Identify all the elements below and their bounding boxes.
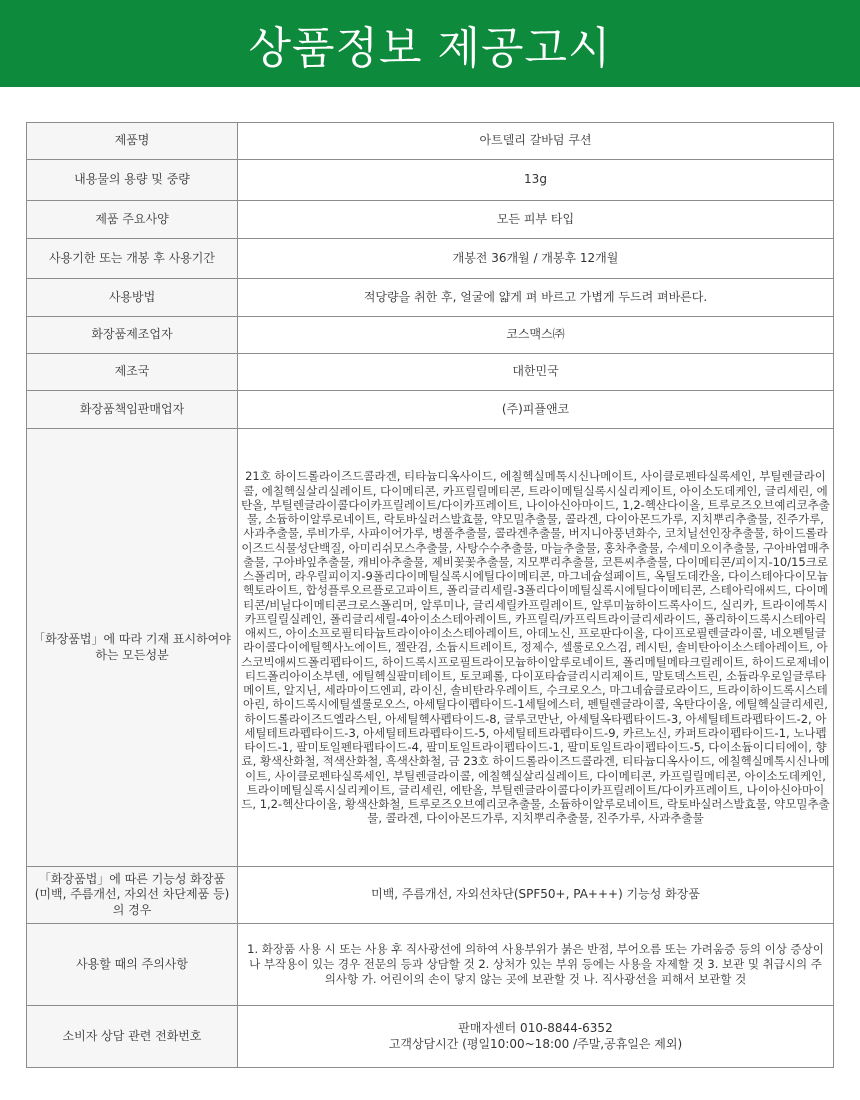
row-label-specs: 제품 주요사양 xyxy=(27,201,238,239)
table-row xyxy=(27,867,834,924)
row-label-expiry: 사용기한 또는 개봉 후 사용기간 xyxy=(27,239,238,279)
table-row xyxy=(27,391,834,429)
row-value-specs: 모든 피부 타입 xyxy=(238,201,834,239)
row-value-functional: 미백, 주름개선, 자외선차단(SPF50+, PA+++) 기능성 화장품 xyxy=(238,867,834,924)
row-value-product-name: 아트델리 갈바덤 쿠션 xyxy=(238,123,834,160)
contact-phone: 판매자센터 010-8844-6352 xyxy=(458,1020,613,1035)
row-value-seller: (주)피플앤코 xyxy=(238,391,834,429)
row-label-product-name: 제품명 xyxy=(27,123,238,160)
table-row xyxy=(27,160,834,201)
product-info-table xyxy=(26,122,834,1068)
row-label-manufacturer: 화장품제조업자 xyxy=(27,317,238,354)
table-row xyxy=(27,123,834,160)
row-label-ingredients: 「화장품법」에 따라 기재 표시하여야 하는 모든성분 xyxy=(27,429,238,867)
page-title: 상품정보 제공고시 xyxy=(248,22,612,74)
table-row xyxy=(27,924,834,1006)
table-row xyxy=(27,201,834,239)
contact-hours: 고객상담시간 (평일10:00~18:00 /주말,공휴일은 제외) xyxy=(388,1036,683,1051)
row-value-usage: 적당량을 취한 후, 얼굴에 얇게 펴 바르고 가볍게 두드려 펴바른다. xyxy=(238,279,834,317)
table-row xyxy=(27,239,834,279)
table-row xyxy=(27,354,834,391)
row-value-caution: 1. 화장품 사용 시 또는 사용 후 직사광선에 의하여 사용부위가 붉은 반점, 부어오름 또는 가려움증 등의 이상 증상이나 부작용이 있는 경우 전문의 등과 상담할 것 2. 상처가 있는 부위 등에는 사용을 자제할 것 3. 보관 및 취급시의 주의사항 가. 어린이의 손이 닿지 않는 곳에 보관할 것 나. 직사광선을 피해서 보관할 것 xyxy=(238,924,834,1006)
row-label-contact: 소비자 상담 관련 전화번호 xyxy=(27,1006,238,1068)
row-value-volume: 13g xyxy=(238,160,834,201)
table-row xyxy=(27,317,834,354)
row-label-functional: 「화장품법」에 따른 기능성 화장품(미백, 주름개선, 자외선 차단제품 등)의 경우 xyxy=(27,867,238,924)
row-label-usage: 사용방법 xyxy=(27,279,238,317)
table-row xyxy=(27,1006,834,1068)
table-row xyxy=(27,279,834,317)
row-label-country: 제조국 xyxy=(27,354,238,391)
row-label-caution: 사용할 때의 주의사항 xyxy=(27,924,238,1006)
row-label-seller: 화장품책임판매업자 xyxy=(27,391,238,429)
row-value-ingredients: 21호 하이드롤라이즈드콜라겐, 티타늄디옥사이드, 에칠헥실메톡시신나메이트, 사이클로펜타실록세인, 부틸렌글라이콜, 에칠헥실살리실레이트, 다이메티콘, 카프릴릴메티콘, 트라이메틸실록시실리케이트, 아이소도데케인, 글리세린, 에탄올, 부틸렌글라이콜다이카프릴레이트/다이카프레이트, 나이아신아마이드, 1,2-헥산다이올, 트루로즈오브예리코추출물, 소듐하이알루로네이트, 락토바실러스발효물, 약모밀추출물, 콜라겐, 다이아몬드가루, 지치뿌리추출물, 진주가루, 사과추출물, 루비가루, 사파이어가루, 병풀추출물, 콜라겐추출물, 버지니아풍년화수, 코치닐선인장추출물, 하이드롤라이즈드식물성단백질, 아미리쉬모스추출물, 사탕수수추출물, 마늘추출물, 홍차추출물, 수세미오이추출물, 구아바엽매추출물, 구아바잎추출물, 캐비아추출물, 제비꽃꽃추출물, 지모뿌리추출물, 코튼씨추출물, 다이메티콘/피이지-10/15크로스폴리머, 라우릴피이지-9폴리다이메틸실록시에틸다이메티콘, 마그네슘설페이트, 옥틸도데칸올, 다이스테아다이모늄헥토라이트, 합성플루오르플로고파이트, 폴리글리세릴-3폴리다이메틸실록시에틸다이메티콘, 스테아릭애씨드, 다이메티콘/비닐다이메티콘크로스폴리머, 알루미나, 글리세릴카프릴레이트, 알루미늄하이드록사이드, 실리카, 트라이에톡시카프릴릴실레인, 폴리글리세릴-4아이소스테아레이트, 카프릴릭/카프릭트라이글리세라이드, 폴리하이드록시스테아릭애씨드, 아이소프로필티타늄트라이아이소스테아레이트, 아데노신, 프로판다이올, 다이프로필렌글라이콜, 네오펜틸글라이콜다이에틸헥사노에이트, 젤란검, 소듐시트레이트, 정제수, 셀룰로오스검, 레시틴, 솔비탄아이소스테아레이트, 아스코빅애씨드폴리펩타이드, 하이드록시프로필트라이모늄하이알루로네이트, 폴리메틸메타크릴레이트, 하이드로제네이티드폴리아이소부텐, 에틸헥실팔미테이트, 토코페롤, 다이포타슘글리시리제이트, 말토덱스트린, 소듐라우로일글루타메이트, 알지닌, 세라마이드엔피, 라이신, 솔비탄라우레이트, 수크로오스, 마그네슘클로라이드, 트라이하이드록시스테아린, 하이드록시에틸셀룰로오스, 아세틸다이펩타이드-1세틸에스터, 펜틸렌글라이콜, 옥탄다이올, 에틸헥실글리세린, 하이드롤라이즈드엘라스틴, 아세틸헥사펩타이드-8, 글루코만난, 아세틸옥타펩타이드-3, 아세틸테트라펩타이드-2, 아세틸테트라펩타이드-3, 아세틸테트라펩타이드-5, 아세틸테트라펩타이드-9, 카르노신, 카퍼트라이펩타이드-1, 노나펩타이드-1, 팔미토일펜타펩타이드-4, 팔미토일트라이펩타이드-1, 팔미토일트라이펩타이드-5, 다이소듐이디티에이, 향료, 황색산화철, 적색산화철, 흑색산화철, 금 23호 하이드롤라이즈드콜라겐, 티타늄디옥사이드, 에칠헥실메톡시신나메이트, 사이클로펜타실록세인, 부틸렌글라이콜, 에칠헥실살리실레이트, 다이메티콘, 카프릴릴메티콘, 아이소도데케인, 트라이메틸실록시실리케이트, 글리세린, 에탄올, 부틸렌글라이콜다이카프릴레이트/다이카프레이트, 나이아신아마이드, 1,2-헥산다이올, 황색산화철, 트루로즈오브예리코추출물, 소듐하이알루로네이트, 락토바실러스발효물, 약모밀추출물, 콜라겐, 다이아몬드가루, 지치뿌리추출물, 진주가루, 사과추출물 xyxy=(238,429,834,867)
row-label-volume: 내용물의 용량 및 중량 xyxy=(27,160,238,201)
row-value-contact xyxy=(238,1006,834,1068)
row-value-expiry: 개봉전 36개월 / 개봉후 12개월 xyxy=(238,239,834,279)
page-header xyxy=(0,0,860,87)
table-row xyxy=(27,429,834,867)
row-value-manufacturer: 코스맥스㈜ xyxy=(238,317,834,354)
row-value-country: 대한민국 xyxy=(238,354,834,391)
